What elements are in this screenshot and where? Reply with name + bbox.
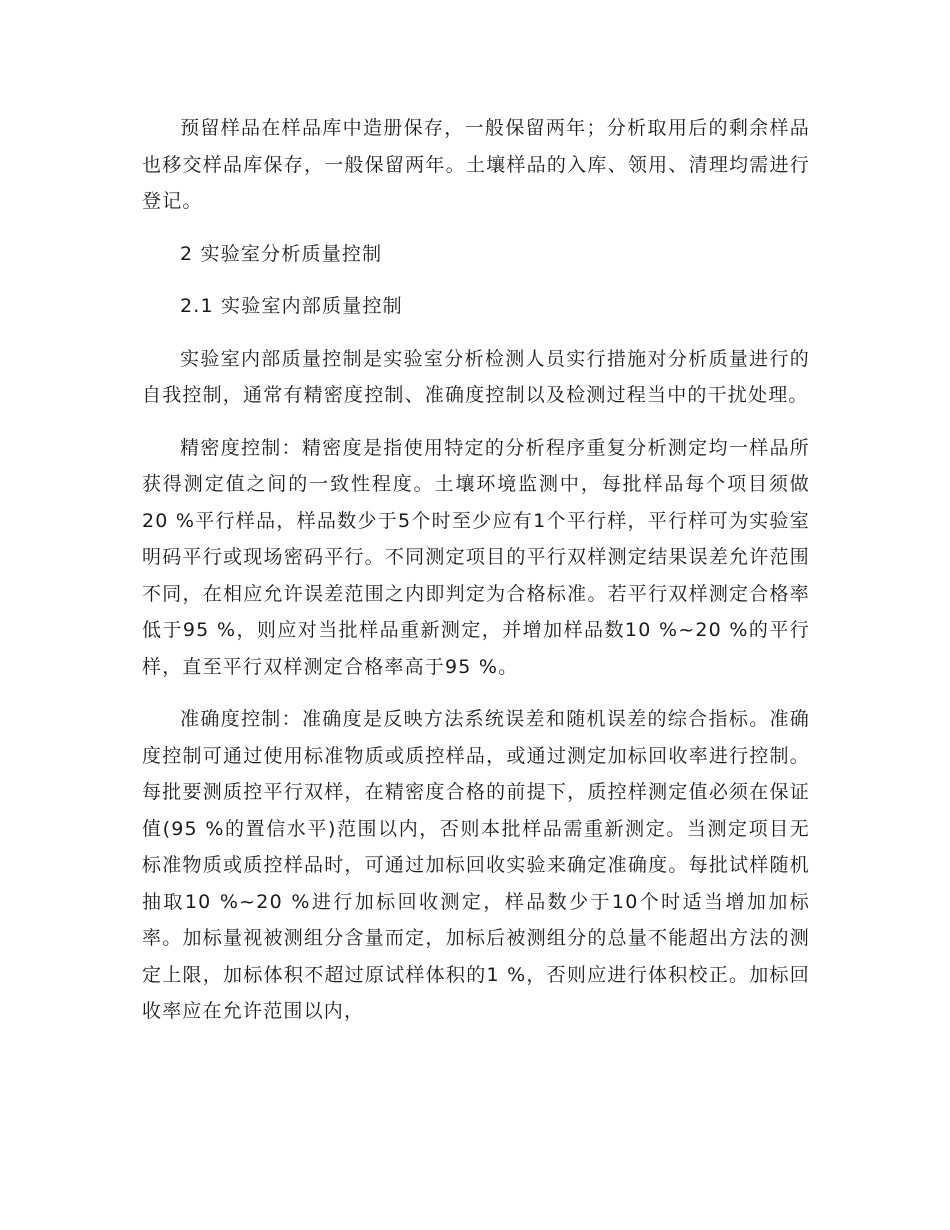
- paragraph-internal-control-intro: 实验室内部质量控制是实验室分析检测人员实行措施对分析质量进行的自我控制，通常有精密度控制、准确度控制以及检测过程当中的干扰处理。: [142, 347, 810, 406]
- section-heading-lab-quality-control: 2 实验室分析质量控制: [180, 242, 383, 265]
- paragraph-precision-control: 精密度控制：精密度是指使用特定的分析程序重复分析测定均一样品所获得测定值之间的一致性程度。土壤环境监测中，每批样品每个项目须做20 %平行样品，样品数少于5个时至少应有1个平行样，平行样可为实验室明码平行或现场密码平行。不同测定项目的平行双样测定结果误差允许范围不同，在相应允许误差范围之内即判定为合格标准。若平行双样测定合格率低于95 %，则应对当批样品重新测定，并增加样品数10 %~20 %的平行样，直至平行双样测定合格率高于95 %。: [142, 436, 810, 678]
- document-body: [142, 110, 810, 1046]
- subsection-heading-internal-quality-control: 2.1 实验室内部质量控制: [180, 295, 403, 317]
- paragraph-accuracy-control: 准确度控制：准确度是反映方法系统误差和随机误差的综合指标。准确度控制可通过使用标准物质或质控样品，或通过测定加标回收率进行控制。每批要测质控平行双样，在精密度合格的前提下，质控样测定值必须在保证值(95 %的置信水平)范围以内，否则本批样品需重新测定。当测定项目无标准物质或质控样品时，可通过加标回收实验来确定准确度。每批试样随机抽取10 %~20 %进行加标回收测定，样品数少于10个时适当增加加标率。加标量视被测组分含量而定，加标后被测组分的总量不能超出方法的测定上限，加标体积不超过原试样体积的1 %，否则应进行体积校正。加标回收率应在允许范围以内，: [142, 708, 810, 1022]
- paragraph-sample-retention: 预留样品在样品库中造册保存，一般保留两年；分析取用后的剩余样品也移交样品库保存，一般保留两年。土壤样品的入库、领用、清理均需进行登记。: [142, 117, 810, 212]
